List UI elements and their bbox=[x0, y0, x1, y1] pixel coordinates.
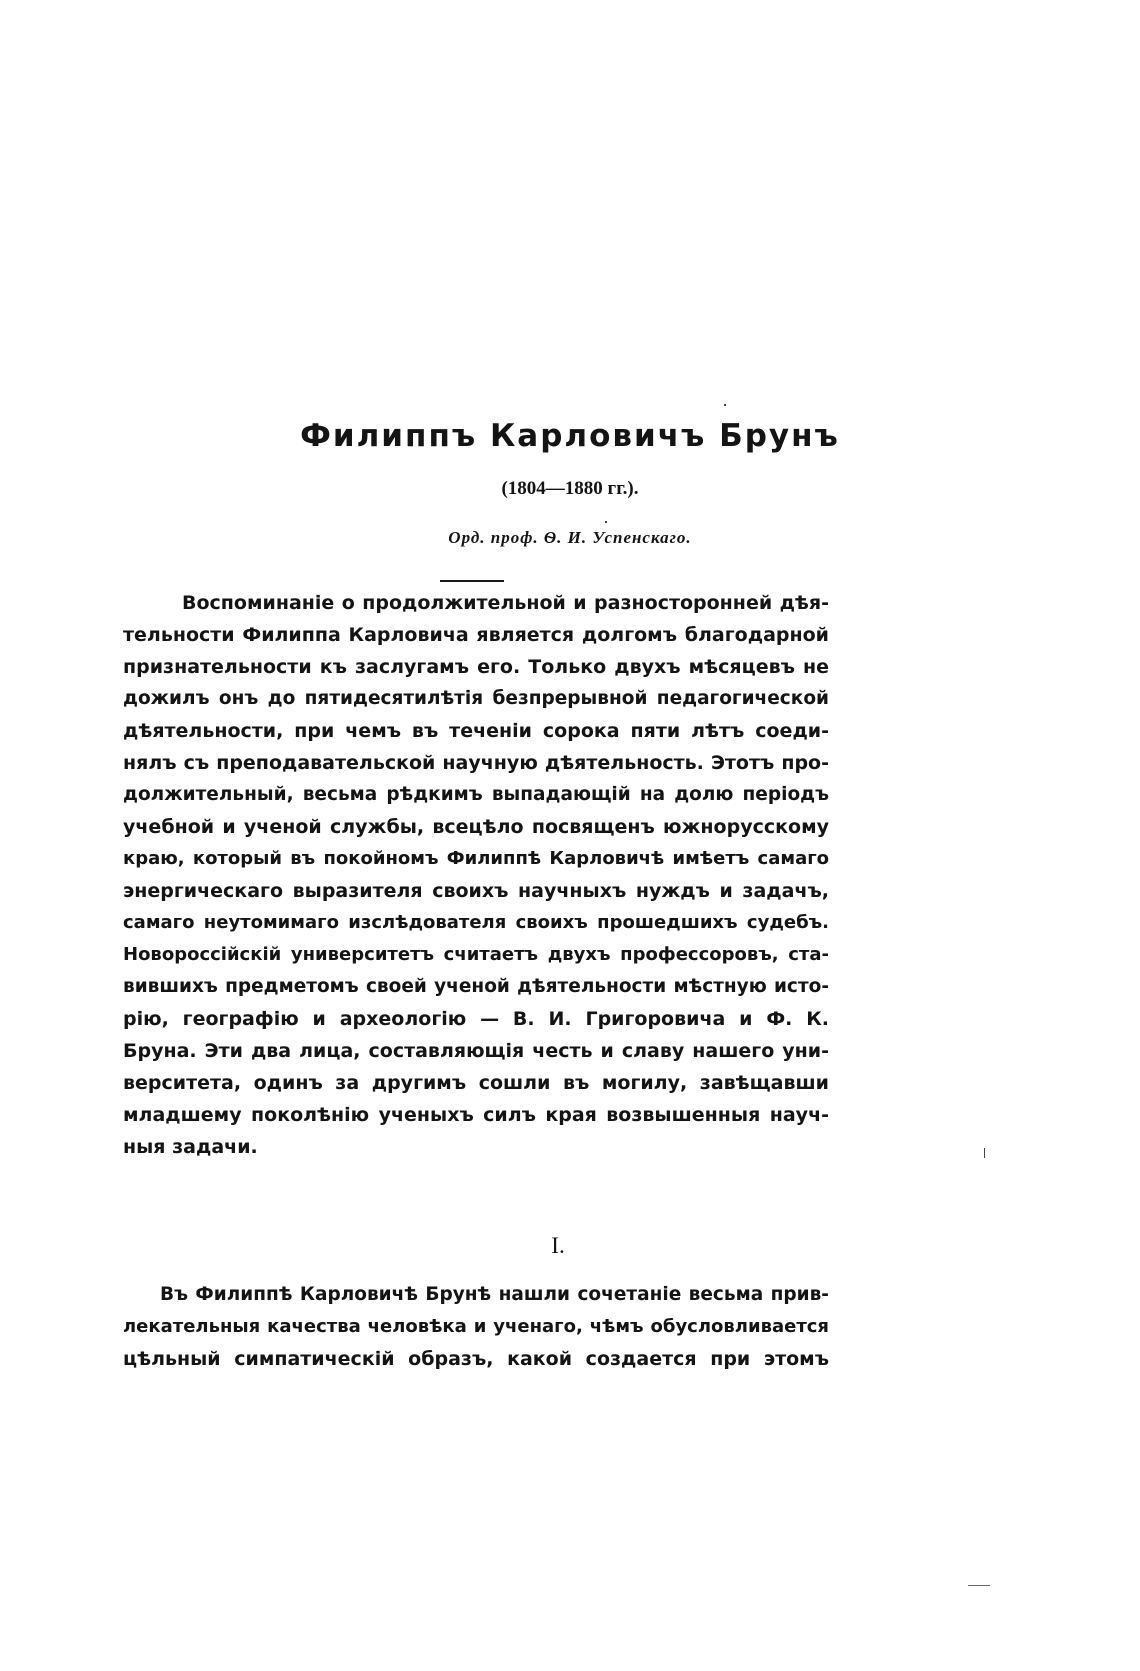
title-divider bbox=[440, 580, 504, 582]
article-title: Филиппъ Карловичъ Брунъ bbox=[300, 418, 840, 454]
text-line: рію, географію и археологію — В. И. Григоровича и Ф. К. bbox=[123, 1008, 829, 1030]
text-line: Въ Филиппѣ Карловичѣ Брунѣ нашли сочетаніе весьма прив- bbox=[160, 1284, 829, 1305]
text-line: дѣятельности, при чемъ въ теченіи сорока пяти лѣтъ соеди- bbox=[123, 720, 829, 742]
text-line: должительный, весьма рѣдкимъ выпадающій на долю періодъ bbox=[123, 784, 829, 805]
text-line: краю, который въ покойномъ Филиппѣ Карловичѣ имѣетъ самаго bbox=[123, 848, 829, 869]
text-line: нялъ съ преподавательской научную дѣятельность. Этотъ про- bbox=[123, 752, 829, 774]
text-line: энергическаго выразителя своихъ научныхъ нуждъ и задачъ, bbox=[123, 880, 829, 902]
section-number: I. bbox=[551, 1233, 565, 1258]
scan-speck bbox=[968, 1585, 990, 1586]
scan-speck bbox=[605, 521, 607, 523]
scan-speck bbox=[724, 404, 726, 406]
text-line: младшему поколѣнію ученыхъ силъ края возвышенныя науч- bbox=[123, 1104, 829, 1126]
text-line: вившихъ предметомъ своей ученой дѣятельности мѣстную исто- bbox=[123, 976, 829, 997]
text-line: тельности Филиппа Карловича является долгомъ благодарной bbox=[123, 624, 829, 646]
text-line: цѣльный симпатическій образъ, какой создается при этомъ bbox=[123, 1348, 829, 1370]
text-line: верситета, одинъ за другимъ сошли въ могилу, завѣщавши bbox=[123, 1072, 829, 1094]
text-line: Бруна. Эти два лица, составляющія честь и славу нашего уни- bbox=[123, 1040, 829, 1062]
text-line: учебной и ученой службы, всецѣло посвященъ южнорусскому bbox=[123, 816, 829, 838]
article-years: (1804—1880 гг.). bbox=[501, 478, 639, 499]
text-line: дожилъ онъ до пятидесятилѣтія безпрерывной педагогической bbox=[123, 688, 829, 709]
text-line: лекательныя качества человѣка и ученаго, чѣмъ обусловливается bbox=[123, 1316, 829, 1337]
text-line: Воспоминаніе о продолжительной и разносторонней дѣя- bbox=[182, 592, 829, 614]
text-line: Новороссійскій университетъ считаетъ двухъ профессоровъ, ста- bbox=[123, 944, 829, 965]
scan-speck bbox=[984, 1148, 985, 1158]
article-author: Орд. проф. Ѳ. И. Успенскаго. bbox=[448, 528, 692, 547]
text-line: признательности къ заслугамъ его. Только двухъ мѣсяцевъ не bbox=[123, 656, 829, 678]
text-line: ныя задачи. bbox=[123, 1136, 258, 1158]
text-line: самаго неутомимаго изслѣдователя своихъ прошедшихъ судебъ. bbox=[123, 912, 829, 933]
